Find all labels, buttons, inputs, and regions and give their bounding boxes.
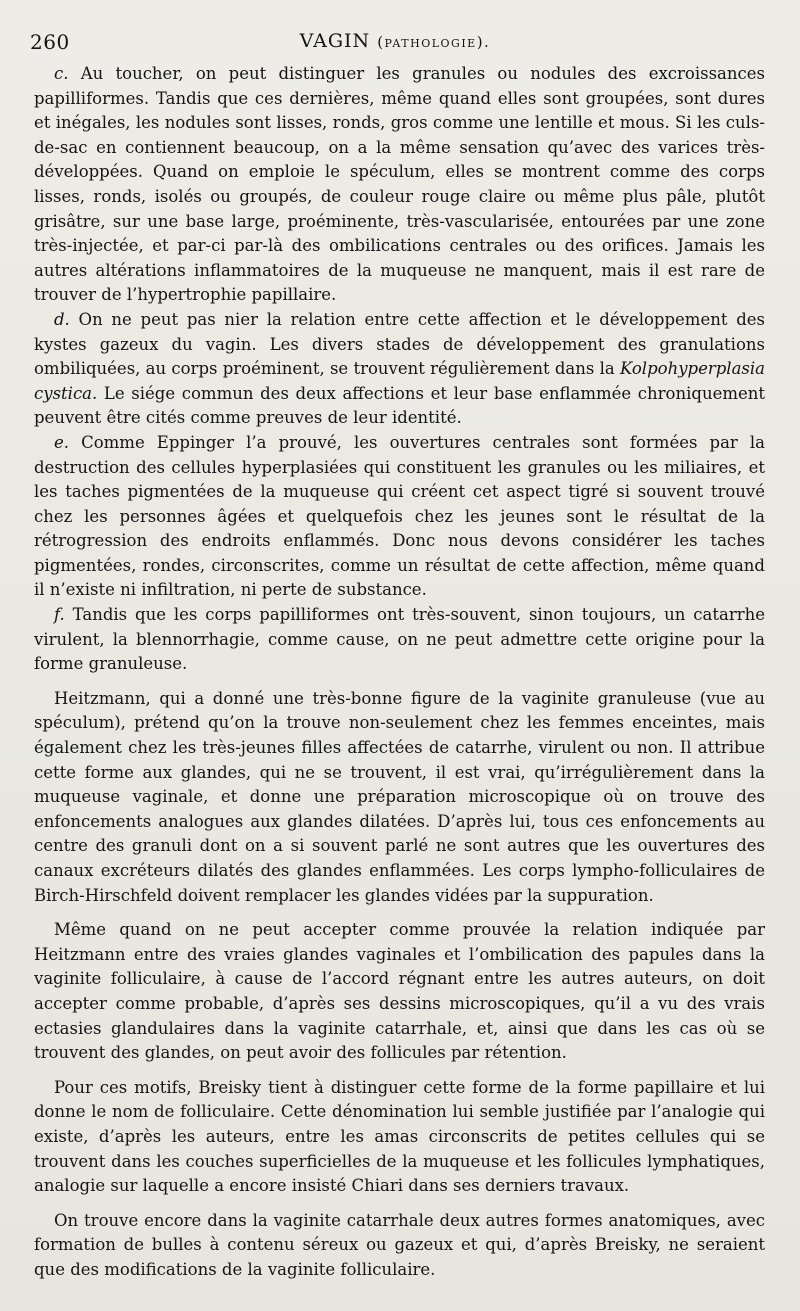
running-head <box>30 30 760 58</box>
page-header-title <box>30 30 760 52</box>
paragraph-label: d. <box>54 309 70 329</box>
paragraph-text: On ne peut pas nier la relation entre cette affection et le développement des kystes gazeux du vagin. Les divers stades de développement des granulations ombiliquées, au corps proéminent, se trouvent régulièrement dans la <box>34 309 765 379</box>
header-subtitle: (pathologie). <box>377 33 491 51</box>
paragraph-label: e. <box>54 432 70 452</box>
paragraph-d <box>34 308 765 431</box>
paragraph-text: Comme Eppinger l’a prouvé, les ouvertures centrales sont formées par la destruction des cellules hyperplasiées qui constituent les granules ou les miliaires, et les taches pigmentées de la muqueuse qui créent cet aspect tigré si souvent trouvé chez les personnes âgées et quelquefois chez les jeunes sont le résultat de la rétrogression des endroits enflammés. Donc nous devons considérer les taches pigmentées, rondes, circonscrites, comme un résultat de cette affection, même quand il n’existe ni infiltration, ni perte de substance. <box>34 432 765 600</box>
paragraph-c <box>34 62 765 308</box>
paragraph-heitzmann: Heitzmann, qui a donné une très-bonne figure de la vaginite granuleuse (vue au spéculum), prétend qu’on la trouve non-seulement chez les femmes enceintes, mais également chez les très-jeunes filles affectées de catarrhe, virulent ou non. Il attribue cette forme aux glandes, qui ne se trouvent, il est vrai, qu’irrégulièrement dans la muqueuse vaginale, et donne une préparation microscopique où on trouve des enfoncements analogues aux glandes dilatées. D’après lui, tous ces enfoncements au centre des granuli dont on a si souvent parlé ne sont autres que les ouvertures des canaux excréteurs dilatés des glandes enflammées. Les corps lympho-folliculaires de Birch-Hirschfeld doivent remplacer les glandes vidées par la suppuration. <box>34 688 765 905</box>
paragraph-autres-formes: On trouve encore dans la vaginite catarrhale deux autres formes anatomiques, avec formation de bulles à contenu séreux ou gazeux et qui, d’après Breisky, ne seraient que des modifications de la vaginite folliculaire. <box>34 1210 765 1279</box>
paragraph-e <box>34 431 765 603</box>
header-title-main: VAGIN <box>299 30 371 52</box>
paragraph-meme-quand: Même quand on ne peut accepter comme prouvée la relation indiquée par Heitzmann entre des vraies glandes vaginales et l’ombilication des papules dans la vaginite folliculaire, à cause de l’accord régnant entre les autres auteurs, on doit accepter comme probable, d’après ses dessins microscopiques, qu’il a vu des vrais ectasies glandulaires dans la vaginite catarrhale, et, ainsi que dans les cas où se trouvent des glandes, on peut avoir des follicules par rétention. <box>34 920 765 1063</box>
paragraph-f <box>34 603 765 677</box>
italic-term: Kolpohyperplasia cystica <box>34 359 765 403</box>
paragraph-label: f. <box>54 605 65 625</box>
paragraph-text: Au toucher, on peut distinguer les granules ou nodules des excroissances papilliformes. Tandis que ces dernières, même quand elles sont groupées, sont dures et inégales, les nodules sont lisses, ronds, gros comme une lentille et mous. Si les culs-de-sac en contiennent beaucoup, on a la même sensation qu’avec des varices très-développées. Quand on emploie le spéculum, elles se montrent comme des corps lisses, ronds, isolés ou groupés, de couleur rouge claire ou même plus pâle, plutôt grisâtre, sur une base large, proéminente, très-vascularisée, entourées par une zone très-injectée, et par-ci par-là des ombilications centrales ou des orifices. Jamais les autres altérations inflammatoires de la muqueuse ne manquent, mais il est rare de trouver de l’hypertrophie papillaire. <box>34 64 765 305</box>
paragraph-text: . Le siége commun des deux affections et leur base enflammée chroniquement peuvent être cités comme preuves de leur identité. <box>34 383 765 428</box>
paragraph-text: Tandis que les corps papilliformes ont très-souvent, sinon toujours, un catarrhe virulent, la blennorrhagie, comme cause, on ne peut admettre cette origine pour la forme granuleuse. <box>34 605 765 674</box>
paragraph-label: c. <box>54 64 69 83</box>
paragraph-breisky: Pour ces motifs, Breisky tient à distinguer cette forme de la forme papillaire et lui donne le nom de folliculaire. Cette dénomination lui semble justifiée par l’analogie qui existe, d’après les auteurs, entre les amas circonscrits de petites cellules qui se trouvent dans les couches superficielles de la muqueuse et les follicules lymphatiques, analogie sur laquelle a encore insisté Chiari dans ses derniers travaux. <box>34 1077 765 1196</box>
page-number: 260 <box>30 30 70 54</box>
body-text <box>34 62 765 1283</box>
